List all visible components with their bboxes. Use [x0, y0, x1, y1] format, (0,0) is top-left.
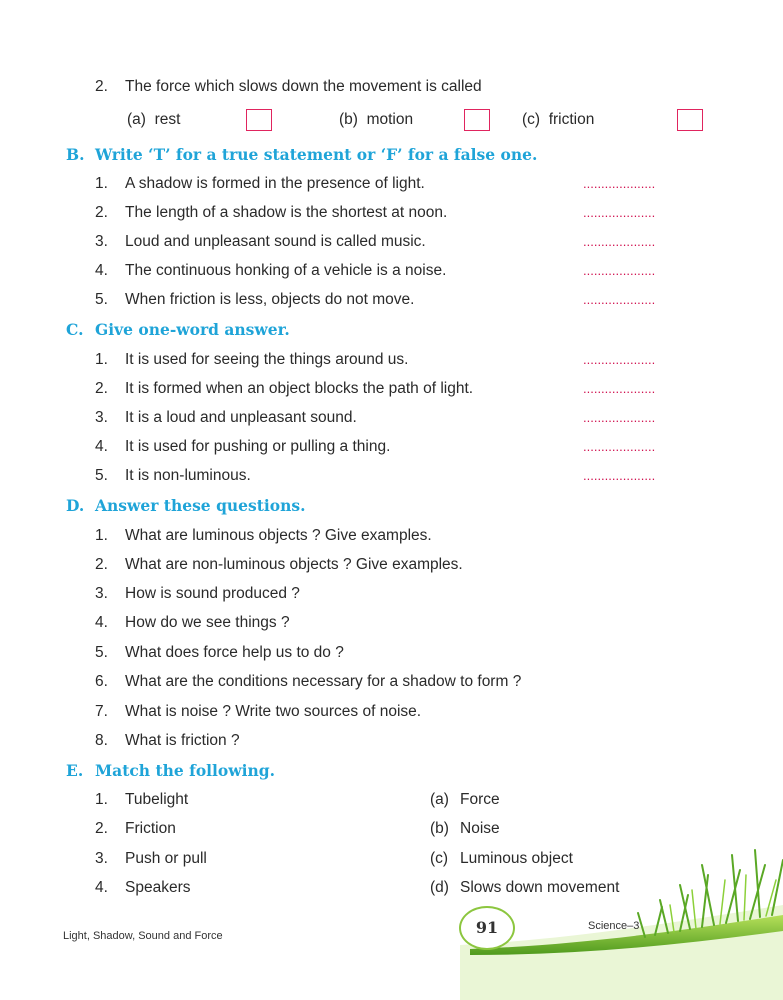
match-right-text: Noise [460, 820, 500, 837]
answer-box-b[interactable] [464, 109, 490, 131]
answer-blank[interactable]: .................... [583, 439, 656, 454]
item-text: What is noise ? Write two sources of noise. [125, 703, 422, 720]
option-text: motion [366, 111, 414, 128]
item-text: When friction is less, objects do not move. [125, 291, 415, 308]
option-a [127, 111, 180, 129]
section-e-heading [66, 761, 275, 780]
option-label: (b) [339, 111, 358, 128]
item-text: The length of a shadow is the shortest at noon. [125, 204, 448, 221]
answer-blank[interactable]: .................... [583, 176, 656, 191]
item-number: 3. [95, 409, 108, 426]
option-label: (a) [127, 111, 146, 128]
match-left-text: Speakers [125, 879, 191, 896]
item-number: 6. [95, 673, 108, 690]
item-text: It is non-luminous. [125, 467, 251, 484]
book-title: Science–3 [588, 920, 640, 932]
option-c [522, 111, 594, 129]
answer-blank[interactable]: .................... [583, 468, 656, 483]
match-right-text: Slows down movement [460, 879, 620, 896]
item-text: It is used for pushing or pulling a thing. [125, 438, 391, 455]
item-text: The continuous honking of a vehicle is a noise. [125, 262, 447, 279]
item-number: 5. [95, 291, 108, 308]
question-text: The force which slows down the movement is called [125, 78, 482, 95]
section-letter: D. [66, 496, 85, 515]
match-right [430, 819, 500, 839]
answer-blank[interactable]: .................... [583, 234, 656, 249]
item-number: 3. [95, 233, 108, 250]
match-right-text: Luminous object [460, 850, 573, 867]
item-number: 4. [95, 262, 108, 279]
item-text: How is sound produced ? [125, 585, 300, 602]
answer-blank[interactable]: .................... [583, 352, 656, 367]
answer-blank[interactable]: .................... [583, 410, 656, 425]
answer-box-a[interactable] [246, 109, 272, 131]
section-c-heading [66, 320, 290, 339]
item-number: 1. [95, 527, 108, 544]
match-label: (b) [430, 820, 449, 837]
section-letter: B. [66, 145, 85, 164]
section-title: Write ‘T’ for a true statement or ‘F’ for a false one. [95, 145, 538, 164]
item-number: 4. [95, 614, 108, 631]
item-text: How do we see things ? [125, 614, 290, 631]
item-number: 4. [95, 438, 108, 455]
section-d-heading [66, 496, 306, 515]
item-number: 8. [95, 732, 108, 749]
item-number: 5. [95, 467, 108, 484]
item-text: It is a loud and unpleasant sound. [125, 409, 357, 426]
item-number: 1. [95, 791, 108, 808]
section-letter: C. [66, 320, 84, 339]
option-text: friction [548, 111, 595, 128]
item-number: 2. [95, 204, 108, 221]
chapter-title: Light, Shadow, Sound and Force [63, 930, 223, 942]
answer-box-c[interactable] [677, 109, 703, 131]
item-number: 1. [95, 351, 108, 368]
item-number: 2. [95, 380, 108, 397]
item-text: What are the conditions necessary for a shadow to form ? [125, 673, 522, 690]
item-text: Loud and unpleasant sound is called music. [125, 233, 426, 250]
question-number: 2. [95, 78, 108, 95]
item-text: It is formed when an object blocks the path of light. [125, 380, 474, 397]
page-number: 91 [459, 906, 515, 950]
section-title: Answer these questions. [95, 496, 306, 515]
item-text: What is friction ? [125, 732, 240, 749]
section-title: Match the following. [95, 761, 276, 780]
item-text: A shadow is formed in the presence of light. [125, 175, 425, 192]
item-text: It is used for seeing the things around us. [125, 351, 409, 368]
match-left-text: Push or pull [125, 850, 207, 867]
item-number: 1. [95, 175, 108, 192]
item-number: 5. [95, 644, 108, 661]
match-label: (d) [430, 879, 449, 896]
item-number: 3. [95, 585, 108, 602]
match-right-text: Force [460, 791, 500, 808]
item-number: 7. [95, 703, 108, 720]
item-text: What are luminous objects ? Give examples. [125, 527, 432, 544]
option-b [339, 111, 413, 129]
match-label: (c) [430, 850, 449, 867]
option-text: rest [154, 111, 181, 128]
match-label: (a) [430, 791, 449, 808]
option-label: (c) [522, 111, 541, 128]
item-number: 3. [95, 850, 108, 867]
section-b-heading [66, 145, 537, 164]
match-left-text: Tubelight [125, 791, 189, 808]
item-number: 4. [95, 879, 108, 896]
answer-blank[interactable]: .................... [583, 263, 656, 278]
item-number: 2. [95, 556, 108, 573]
answer-blank[interactable]: .................... [583, 381, 656, 396]
item-text: What does force help us to do ? [125, 644, 344, 661]
item-text: What are non-luminous objects ? Give examples. [125, 556, 463, 573]
section-letter: E. [66, 761, 84, 780]
item-number: 2. [95, 820, 108, 837]
match-right [430, 790, 500, 810]
answer-blank[interactable]: .................... [583, 292, 656, 307]
section-title: Give one-word answer. [95, 320, 290, 339]
match-left-text: Friction [125, 820, 176, 837]
answer-blank[interactable]: .................... [583, 205, 656, 220]
